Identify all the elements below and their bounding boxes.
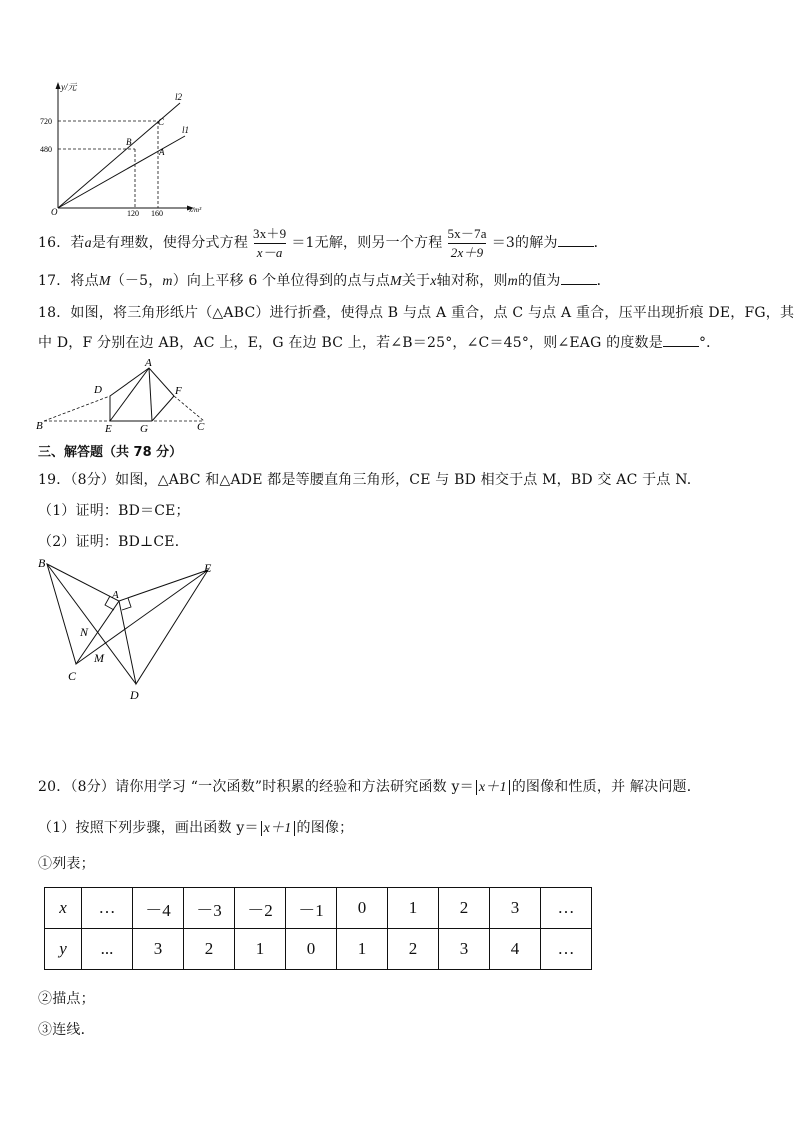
question-17: 17．将点M（－5，m）向上平移 6 个单位得到的点与点M关于x轴对称，则m的值为 ． <box>38 273 611 289</box>
table-cell: 1 <box>235 929 286 970</box>
fig19-label-m: M <box>94 651 104 665</box>
fold-label-b: B <box>36 420 43 432</box>
x-tick-160: 160 <box>151 209 163 218</box>
x-axis-label: x/m³ <box>189 206 202 214</box>
table-cell: －2 <box>235 888 286 929</box>
y-axis-arrow <box>56 82 61 89</box>
table-cell: 1 <box>388 888 439 929</box>
cost-graph <box>40 78 230 218</box>
question-19-part1: （1）证明：BD＝CE； <box>38 503 190 519</box>
table-cell: －1 <box>286 888 337 929</box>
fold-label-a: A <box>145 357 152 369</box>
fig19-label-c: C <box>68 669 77 683</box>
origin-label: O <box>51 207 58 217</box>
l1-label: l1 <box>182 125 190 135</box>
fig19-label-n: N <box>80 625 89 639</box>
fig19-label-a: A <box>112 589 119 601</box>
table-cell: … <box>82 888 133 929</box>
table-cell: －3 <box>184 888 235 929</box>
table-cell: … <box>541 929 592 970</box>
table-cell: 1 <box>337 929 388 970</box>
table-cell: x <box>45 888 82 929</box>
table-cell: 2 <box>439 888 490 929</box>
fold-label-g: G <box>140 423 148 434</box>
question-16: 16．若a是有理数，使得分式方程 $\frac{3x+9}{x-a}$ ＝1无解，则另一个方程 $\frac{5x-7a}{2x+9}$ ＝3的解为 ． <box>38 225 608 260</box>
step-list-table: ①列表； <box>38 856 95 872</box>
question-19-part2: （2）证明：BD⊥CE． <box>38 534 189 550</box>
table-cell: 2 <box>388 929 439 970</box>
question-18-line1: 18．如图，将三角形纸片（△ABC）进行折叠，使得点 B 与点 A 重合，点 C 与点 A 重合，压平出现折痕 DE，FG，其 <box>38 305 794 321</box>
fig19-label-e: E <box>204 561 212 575</box>
table-cell: y <box>45 929 82 970</box>
fold-label-c: C <box>197 421 205 433</box>
line-l1 <box>58 136 185 208</box>
section-3-heading: 三、解答题（共 78 分） <box>38 445 183 460</box>
answer-blank-16[interactable] <box>558 234 594 247</box>
x-tick-120: 120 <box>127 209 139 218</box>
table-row-y <box>45 929 592 970</box>
answer-blank-17[interactable] <box>561 272 597 285</box>
table-cell: 3 <box>490 888 541 929</box>
table-cell: 3 <box>133 929 184 970</box>
table-cell: 2 <box>184 929 235 970</box>
y-tick-720: 720 <box>40 117 52 126</box>
abs-expression: x＋1 <box>476 780 510 795</box>
fold-label-e: E <box>105 423 112 434</box>
table-row-x <box>45 888 592 929</box>
table-cell: 3 <box>439 929 490 970</box>
question-20-part1: （1）按照下列步骤，画出函数 y＝ x＋1 的图像； <box>38 820 354 836</box>
fold-triangle-figure <box>34 356 214 434</box>
point-a: A <box>159 147 165 157</box>
isosceles-triangles-figure <box>34 556 224 702</box>
abs-expression-2: x＋1 <box>261 821 295 836</box>
fold-label-d: D <box>94 384 102 396</box>
step-plot-points: ②描点； <box>38 991 95 1007</box>
point-c: C <box>158 117 165 127</box>
table-cell: … <box>541 888 592 929</box>
fraction-2: $\frac{5x-7a}{2x+9}$ <box>447 225 487 260</box>
question-19-stem: 19．（8分）如图，△ABC 和△ADE 都是等腰直角三角形，CE 与 BD 相交于点 M，BD 交 AC 于点 N. <box>38 472 692 488</box>
question-20-stem: 20．（8分）请你用学习 “一次函数”时积累的经验和方法研究函数 y＝ x＋1 的图像和性质，并 解决问题． <box>38 779 701 795</box>
l2-label: l2 <box>175 92 183 102</box>
y-tick-480: 480 <box>40 145 52 154</box>
y-axis-label: y/元 <box>61 82 77 92</box>
table-cell: ... <box>82 929 133 970</box>
value-table <box>44 887 592 970</box>
table-cell: 0 <box>286 929 337 970</box>
question-18-line2: 中 D，F 分别在边 AB，AC 上，E，G 在边 BC 上，若∠B＝25°，∠C＝45°，则∠EAG 的度数是 °． <box>38 335 721 351</box>
fraction-1: $\frac{3x+9}{x-a}$ <box>253 225 287 260</box>
answer-blank-18[interactable] <box>663 334 699 347</box>
table-cell: 0 <box>337 888 388 929</box>
point-b: B <box>126 137 132 147</box>
fig19-label-b: B <box>38 556 46 570</box>
step-connect-lines: ③连线． <box>38 1022 95 1038</box>
fold-label-f: F <box>175 385 182 397</box>
fig19-label-d: D <box>130 688 139 702</box>
table-cell: －4 <box>133 888 184 929</box>
table-cell: 4 <box>490 929 541 970</box>
